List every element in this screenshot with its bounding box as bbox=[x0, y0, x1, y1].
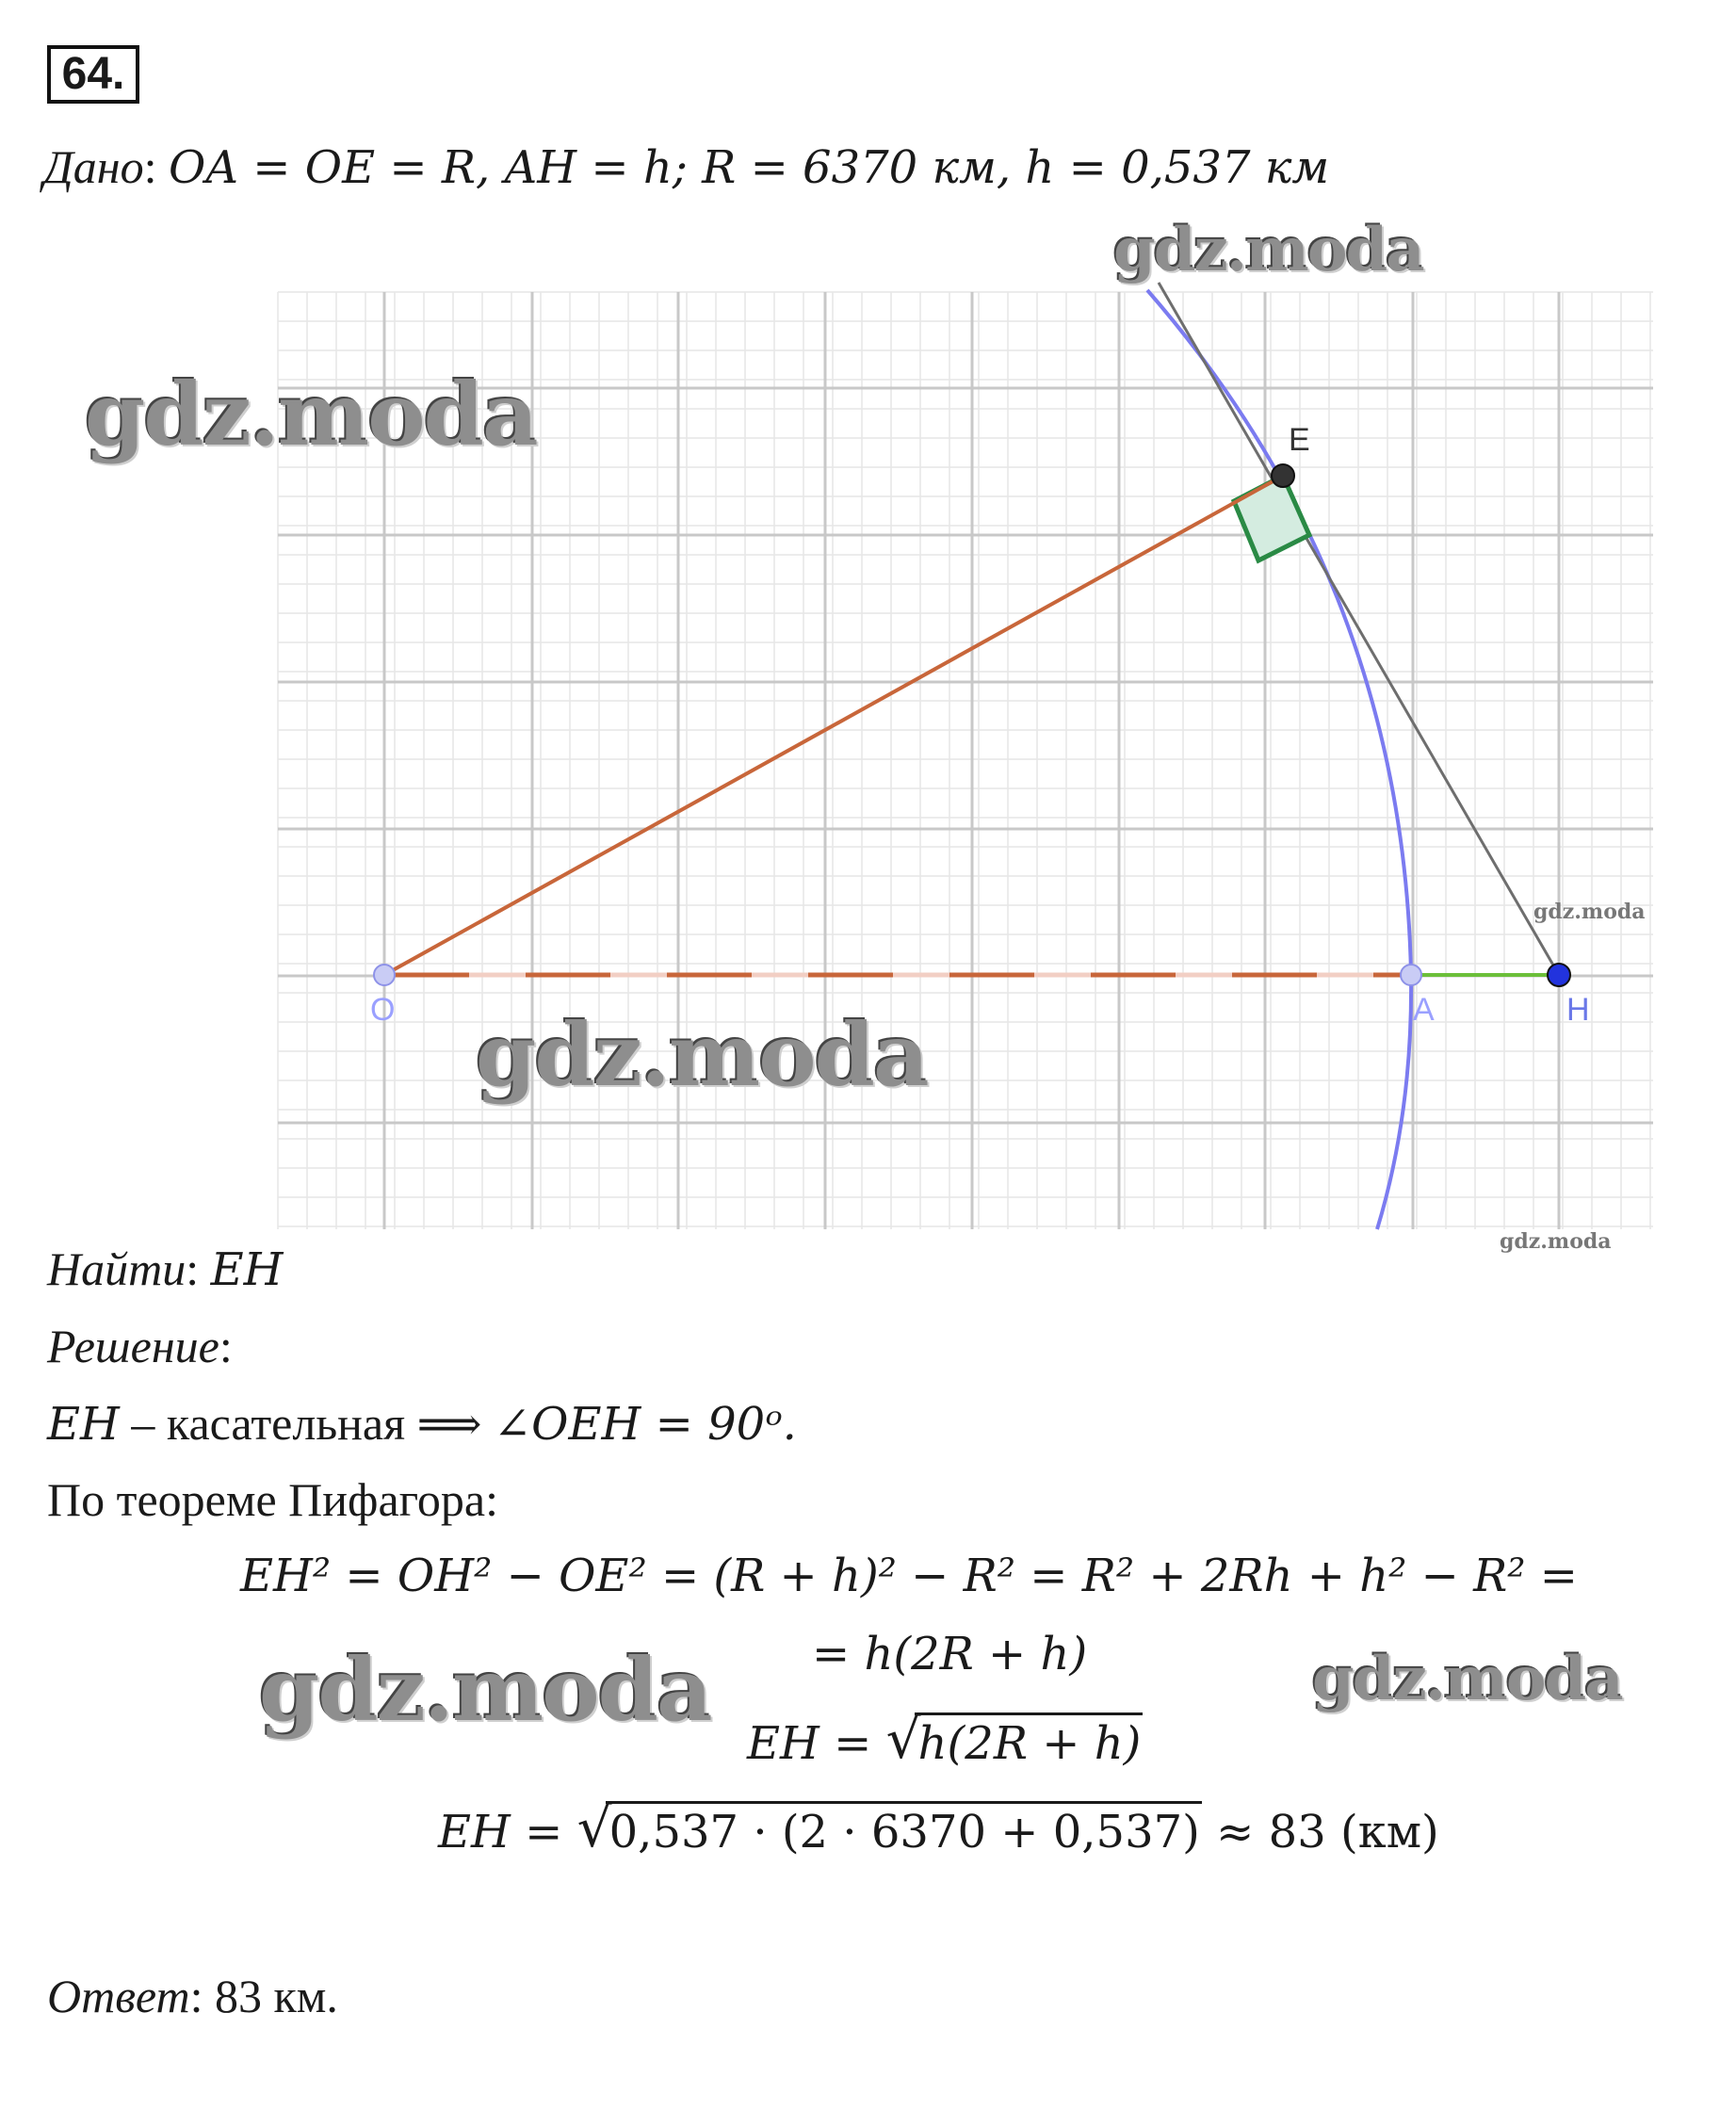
watermark: gdz.moda bbox=[1113, 215, 1423, 285]
point-h bbox=[1548, 964, 1570, 986]
solution-label: Решение bbox=[47, 1320, 219, 1372]
find-label: Найти bbox=[47, 1242, 187, 1295]
watermark: gdz.moda bbox=[1533, 900, 1646, 924]
watermark: gdz.moda bbox=[1500, 1229, 1612, 1254]
point-a bbox=[1401, 965, 1421, 985]
point-o bbox=[374, 965, 395, 985]
equation-1: EH² = OH² − OE² = (R + h)² − R² = R² + 2Rh + h² − R² = bbox=[240, 1550, 1578, 1602]
equation-4-result: ≈ 83 (км) bbox=[1216, 1806, 1439, 1858]
tangent-segment: EH bbox=[47, 1398, 120, 1451]
given-label: Дано bbox=[43, 140, 144, 193]
radius-oe bbox=[384, 476, 1283, 975]
equation-3 bbox=[747, 1712, 1143, 1770]
point-label-o: O bbox=[370, 992, 396, 1028]
point-e bbox=[1272, 464, 1294, 487]
point-label-e: E bbox=[1289, 422, 1310, 458]
equation-4 bbox=[438, 1801, 1439, 1858]
tangent-statement: EH – касательная ⟹ ∠OEH = 90ᵒ. bbox=[47, 1397, 797, 1451]
equation-4-radicand: 0,537 · (2 · 6370 + 0,537) bbox=[606, 1801, 1202, 1858]
given-conditions: OA = OE = R, AH = h; R = 6370 км, h = 0,537 км bbox=[169, 141, 1330, 194]
watermark: gdz.moda bbox=[85, 364, 537, 465]
find-line: Найти: EH bbox=[47, 1242, 284, 1296]
angle-statement: ∠OEH = 90ᵒ. bbox=[493, 1398, 797, 1451]
watermark: gdz.moda bbox=[1312, 1644, 1622, 1714]
problem-number: 64. bbox=[47, 45, 139, 104]
watermark: gdz.moda bbox=[259, 1639, 711, 1741]
sqrt-symbol bbox=[577, 1801, 1202, 1858]
answer-value: 83 км. bbox=[214, 1970, 338, 2022]
find-value: EH bbox=[210, 1243, 284, 1296]
watermark: gdz.moda bbox=[476, 1004, 928, 1106]
point-label-h: H bbox=[1566, 992, 1590, 1028]
answer-label: Ответ bbox=[47, 1970, 190, 2022]
answer-line: Ответ: 83 км. bbox=[47, 1970, 338, 2022]
tangent-word: касательная bbox=[166, 1397, 406, 1450]
solution-heading: Решение: bbox=[47, 1320, 233, 1372]
sqrt-symbol bbox=[886, 1712, 1144, 1770]
point-label-a: A bbox=[1413, 992, 1435, 1028]
pythagoras-line: По теореме Пифагора: bbox=[47, 1473, 498, 1526]
given-line: Дано: OA = OE = R, AH = h; R = 6370 км, h = 0,537 км bbox=[43, 140, 1330, 194]
equation-3-radicand: h(2R + h) bbox=[915, 1712, 1144, 1770]
equation-4-left: EH = bbox=[438, 1806, 563, 1858]
right-angle-marker bbox=[1234, 476, 1309, 560]
equation-2: = h(2R + h) bbox=[812, 1628, 1088, 1680]
implies-arrow: ⟹ bbox=[416, 1398, 482, 1451]
equation-3-left: EH = bbox=[747, 1717, 872, 1770]
